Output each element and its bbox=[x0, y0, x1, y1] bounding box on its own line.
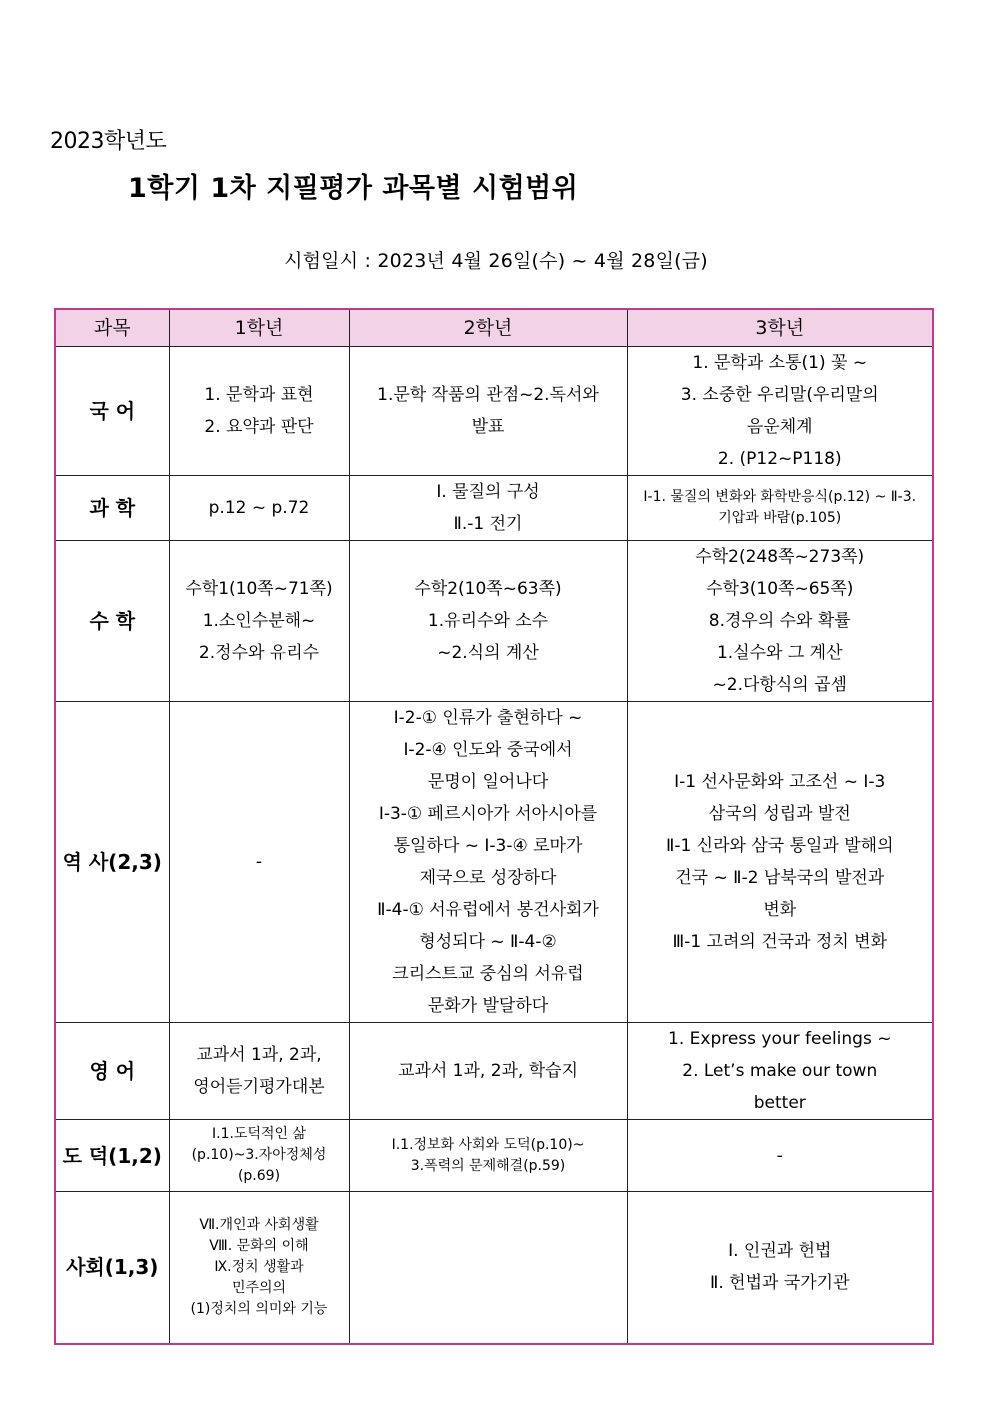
grade3-range-cell bbox=[627, 347, 933, 476]
range-line: 수학1(10쪽~71쪽) bbox=[185, 579, 333, 599]
range-line: (p.10)~3.자아정체성 bbox=[191, 1147, 327, 1163]
range-line: Ⅶ.개인과 사회생활 bbox=[199, 1216, 319, 1233]
range-line: Ⅰ.1.도덕적인 삶 bbox=[211, 1126, 306, 1142]
school-year: 2023학년도 bbox=[50, 129, 167, 154]
range-line: 수학2(248쪽~273쪽) bbox=[695, 547, 865, 567]
header-grade3: 3학년 bbox=[627, 309, 933, 347]
grade2-range-cell bbox=[349, 1192, 627, 1344]
table-row bbox=[55, 1120, 933, 1192]
subject-cell: 도 덕(1,2) bbox=[55, 1120, 169, 1192]
range-line: Ⅰ. 인권과 헌법 bbox=[728, 1241, 832, 1262]
range-line: Ⅰ-1. 물질의 변화와 화학반응식(p.12) ~ Ⅱ-3. bbox=[643, 489, 917, 505]
range-line: 제국으로 성장하다 bbox=[419, 868, 557, 888]
range-line: 영어듣기평가대본 bbox=[193, 1077, 325, 1097]
subject-cell: 사회(1,3) bbox=[55, 1192, 169, 1344]
table-row bbox=[55, 702, 933, 1023]
grade3-range-cell bbox=[627, 541, 933, 702]
header-grade2: 2학년 bbox=[349, 309, 627, 347]
subject-cell: 국 어 bbox=[55, 347, 169, 476]
subject-cell: 역 사(2,3) bbox=[55, 702, 169, 1023]
table-row bbox=[55, 541, 933, 702]
grade2-range-cell bbox=[349, 476, 627, 541]
range-line: 8.경우의 수와 확률 bbox=[708, 611, 851, 631]
range-line: 1.소인수분해~ bbox=[202, 611, 316, 631]
range-line: Ⅰ. 물질의 구성 bbox=[436, 482, 540, 502]
grade2-range-cell bbox=[349, 1120, 627, 1192]
range-line: p.12 ~ p.72 bbox=[208, 498, 310, 518]
grade1-range-cell bbox=[169, 1120, 349, 1192]
range-line: 변화 bbox=[763, 900, 797, 920]
subject-cell: 과 학 bbox=[55, 476, 169, 541]
range-line: 문명이 일어나다 bbox=[427, 772, 549, 792]
range-line: - bbox=[776, 1145, 783, 1166]
range-line: better bbox=[753, 1093, 806, 1113]
grade1-range-cell bbox=[169, 1023, 349, 1120]
table-row bbox=[55, 1192, 933, 1344]
grade2-range-cell bbox=[349, 1023, 627, 1120]
grade1-range-cell bbox=[169, 1192, 349, 1344]
range-line: 2. (P12~P118) bbox=[717, 449, 842, 469]
range-line: 1.문학 작품의 관점~2.독서와 bbox=[377, 385, 599, 405]
range-line: 1.유리수와 소수 bbox=[427, 611, 549, 631]
range-line: ~2.식의 계산 bbox=[437, 643, 539, 663]
range-line: 1. 문학과 표현 bbox=[204, 385, 314, 405]
range-line: Ⅰ-1 선사문화와 고조선 ~ Ⅰ-3 bbox=[674, 772, 886, 792]
subject-cell: 영 어 bbox=[55, 1023, 169, 1120]
range-line: 삼국의 성립과 발전 bbox=[708, 804, 851, 824]
range-line: 기압과 바람(p.105) bbox=[718, 510, 842, 526]
range-line: 3. 소중한 우리말(우리말의 bbox=[680, 385, 879, 405]
range-line: Ⅱ-1 신라와 삼국 통일과 발해의 bbox=[665, 836, 894, 856]
range-line: 음운체계 bbox=[746, 417, 813, 437]
range-line: 1.실수와 그 계산 bbox=[716, 643, 843, 663]
grade3-range-cell bbox=[627, 1120, 933, 1192]
range-line: Ⅷ. 문화의 이해 bbox=[209, 1237, 309, 1254]
range-line: 3.폭력의 문제해결(p.59) bbox=[410, 1157, 566, 1174]
range-line: (p.69) bbox=[237, 1168, 281, 1184]
range-line: Ⅰ-2-④ 인도와 중국에서 bbox=[403, 740, 573, 760]
header-grade1: 1학년 bbox=[169, 309, 349, 347]
header-subject: 과목 bbox=[55, 309, 169, 347]
range-line: 건국 ~ Ⅱ-2 남북국의 발전과 bbox=[675, 868, 885, 888]
range-line: 크리스트교 중심의 서유럽 bbox=[392, 964, 584, 984]
grade1-range-cell bbox=[169, 476, 349, 541]
range-line: 2.정수와 유리수 bbox=[198, 643, 320, 663]
range-line: Ⅱ.-1 전기 bbox=[453, 514, 523, 534]
range-line: 문화가 발달하다 bbox=[427, 996, 549, 1016]
range-line: Ⅰ-3-① 페르시아가 서아시아를 bbox=[378, 804, 598, 824]
grade3-range-cell bbox=[627, 1023, 933, 1120]
table-header-row bbox=[55, 309, 933, 347]
grade1-range-cell bbox=[169, 347, 349, 476]
exam-date: 시험일시 : 2023년 4월 26일(수) ~ 4월 28일(금) bbox=[284, 250, 708, 272]
range-line: 수학3(10쪽~65쪽) bbox=[706, 579, 854, 599]
range-line: 교과서 1과, 2과, 학습지 bbox=[397, 1061, 579, 1081]
range-line: ~2.다항식의 곱셈 bbox=[712, 675, 847, 695]
range-line: 민주의의 bbox=[231, 1279, 287, 1296]
grade3-range-cell bbox=[627, 476, 933, 541]
grade1-range-cell bbox=[169, 702, 349, 1023]
page-title: 1학기 1차 지필평가 과목별 시험범위 bbox=[128, 173, 579, 204]
range-line: 1. 문학과 소통(1) 꽃 ~ bbox=[692, 353, 868, 373]
grade3-range-cell bbox=[627, 1192, 933, 1344]
range-line: Ⅲ-1 고려의 건국과 정치 변화 bbox=[672, 932, 887, 952]
grade2-range-cell bbox=[349, 702, 627, 1023]
range-line: Ⅱ. 헌법과 국가기관 bbox=[709, 1273, 850, 1294]
range-line: 수학2(10쪽~63쪽) bbox=[414, 579, 562, 599]
exam-range-table bbox=[54, 308, 934, 1345]
range-line: Ⅰ.1.정보화 사회와 도덕(p.10)~ bbox=[391, 1136, 585, 1153]
range-line: Ⅰ-2-① 인류가 출현하다 ~ bbox=[393, 708, 583, 728]
grade2-range-cell bbox=[349, 541, 627, 702]
grade2-range-cell bbox=[349, 347, 627, 476]
grade3-range-cell bbox=[627, 702, 933, 1023]
table-row bbox=[55, 347, 933, 476]
subject-cell: 수 학 bbox=[55, 541, 169, 702]
range-line: (1)정치의 의미와 기능 bbox=[190, 1300, 328, 1317]
range-line: - bbox=[255, 852, 263, 872]
range-line: 발표 bbox=[471, 417, 505, 437]
range-line: 형성되다 ~ Ⅱ-4-② bbox=[419, 932, 557, 952]
range-line: Ⅸ.정치 생활과 bbox=[214, 1258, 304, 1275]
range-line: 2. 요약과 판단 bbox=[204, 417, 314, 437]
range-line: 교과서 1과, 2과, bbox=[196, 1045, 322, 1065]
range-line: 1. Express your feelings ~ bbox=[668, 1029, 892, 1049]
range-line: 통일하다 ~ Ⅰ-3-④ 로마가 bbox=[393, 836, 583, 856]
range-line: 2. Let’s make our town bbox=[682, 1061, 878, 1081]
range-line: Ⅱ-4-① 서유럽에서 봉건사회가 bbox=[377, 900, 599, 920]
table-row bbox=[55, 476, 933, 541]
table-row bbox=[55, 1023, 933, 1120]
grade1-range-cell bbox=[169, 541, 349, 702]
